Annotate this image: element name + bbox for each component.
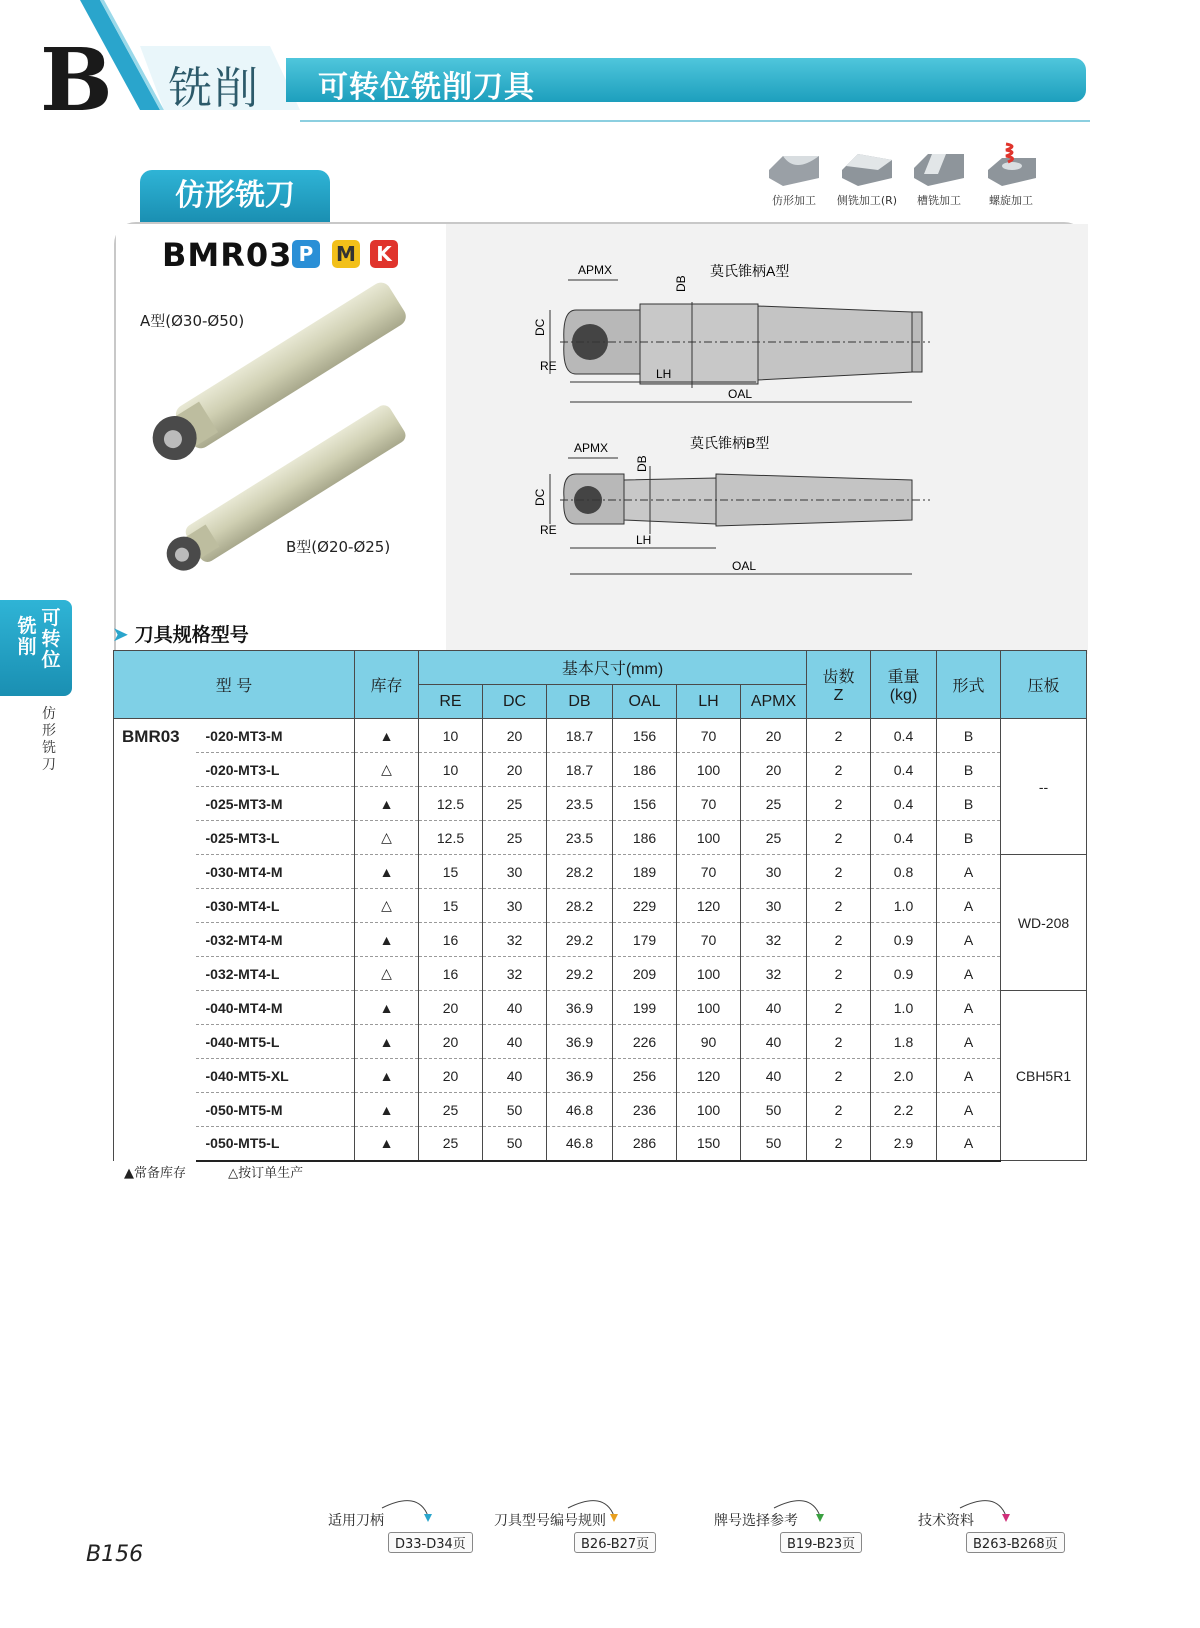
row-oal: 286 <box>613 1127 677 1161</box>
row-re: 15 <box>419 889 483 923</box>
row-re: 10 <box>419 753 483 787</box>
row-oal: 156 <box>613 719 677 753</box>
row-stock: ▲ <box>355 719 419 753</box>
material-badge-p: P <box>292 240 320 268</box>
col-basic-dims: 基本尺寸(mm) <box>419 651 807 685</box>
footer-ref-label: 刀具型号编号规则 <box>494 1513 606 1529</box>
svg-text:LH: LH <box>656 367 672 381</box>
row-plate: WD-208 <box>1001 855 1087 991</box>
row-plate: CBH5R1 <box>1001 991 1087 1161</box>
row-apmx: 40 <box>741 991 807 1025</box>
row-z: 2 <box>807 1127 871 1161</box>
row-stock: △ <box>355 753 419 787</box>
row-kg: 2.2 <box>871 1093 937 1127</box>
svg-text:DC: DC <box>533 488 547 506</box>
row-kg: 1.0 <box>871 991 937 1025</box>
row-re: 20 <box>419 1025 483 1059</box>
row-dc: 25 <box>483 821 547 855</box>
row-dc: 30 <box>483 889 547 923</box>
row-form: B <box>937 821 1001 855</box>
col-dc: DC <box>483 685 547 719</box>
row-oal: 189 <box>613 855 677 889</box>
profile-milling-icon <box>765 148 823 188</box>
row-kg: 0.8 <box>871 855 937 889</box>
row-dc: 50 <box>483 1127 547 1161</box>
row-kg: 0.4 <box>871 753 937 787</box>
row-z: 2 <box>807 957 871 991</box>
row-form: A <box>937 1127 1001 1161</box>
row-re: 12.5 <box>419 787 483 821</box>
row-lh: 100 <box>677 957 741 991</box>
row-lh: 100 <box>677 753 741 787</box>
type-a-label: A型(Ø30-Ø50) <box>140 312 245 330</box>
row-z: 2 <box>807 787 871 821</box>
row-kg: 0.9 <box>871 957 937 991</box>
row-dc: 32 <box>483 957 547 991</box>
row-z: 2 <box>807 991 871 1025</box>
row-z: 2 <box>807 753 871 787</box>
col-form: 形式 <box>937 651 1001 719</box>
helical-milling-icon <box>982 140 1040 188</box>
row-lh: 120 <box>677 889 741 923</box>
row-form: B <box>937 719 1001 753</box>
row-form: A <box>937 1093 1001 1127</box>
row-z: 2 <box>807 719 871 753</box>
row-kg: 0.9 <box>871 923 937 957</box>
col-weight: 重量 (kg) <box>871 651 937 719</box>
row-oal: 209 <box>613 957 677 991</box>
diagram-a-title: 莫氏锥柄A型 <box>710 263 790 279</box>
row-lh: 100 <box>677 991 741 1025</box>
svg-text:RE: RE <box>540 523 557 537</box>
svg-text:LH: LH <box>636 533 652 547</box>
row-form: A <box>937 855 1001 889</box>
row-apmx: 32 <box>741 923 807 957</box>
row-apmx: 20 <box>741 719 807 753</box>
row-plate: -- <box>1001 719 1087 855</box>
row-form: A <box>937 1059 1001 1093</box>
product-model: BMR03 <box>162 236 293 274</box>
row-oal: 226 <box>613 1025 677 1059</box>
tool-photo <box>126 290 426 570</box>
curved-arrow-icon <box>770 1494 840 1524</box>
row-model: -050-MT5-L <box>196 1127 355 1161</box>
row-apmx: 32 <box>741 957 807 991</box>
row-model: -032-MT4-L <box>196 957 355 991</box>
series-name: BMR03 <box>114 719 196 1161</box>
row-model: -025-MT3-M <box>196 787 355 821</box>
row-z: 2 <box>807 855 871 889</box>
legend-order: △按订单生产 <box>228 1166 304 1181</box>
curved-arrow-icon <box>378 1494 448 1524</box>
row-oal: 229 <box>613 889 677 923</box>
svg-text:DB: DB <box>674 275 688 292</box>
row-db: 28.2 <box>547 855 613 889</box>
row-lh: 90 <box>677 1025 741 1059</box>
footer-ref-label: 牌号选择参考 <box>714 1513 798 1529</box>
row-db: 23.5 <box>547 821 613 855</box>
row-oal: 199 <box>613 991 677 1025</box>
row-stock: ▲ <box>355 1127 419 1161</box>
row-model: -020-MT3-M <box>196 719 355 753</box>
row-lh: 70 <box>677 923 741 957</box>
row-db: 36.9 <box>547 1025 613 1059</box>
row-dc: 30 <box>483 855 547 889</box>
row-db: 36.9 <box>547 1059 613 1093</box>
slot-milling-icon <box>910 148 968 188</box>
row-kg: 0.4 <box>871 719 937 753</box>
row-db: 46.8 <box>547 1093 613 1127</box>
table-row <box>114 821 1087 855</box>
row-lh: 100 <box>677 821 741 855</box>
spec-table <box>113 650 1087 1162</box>
type-b-label: B型(Ø20-Ø25) <box>286 538 391 556</box>
material-badge-k: K <box>370 240 398 268</box>
row-stock: ▲ <box>355 1093 419 1127</box>
row-dc: 25 <box>483 787 547 821</box>
svg-text:DB: DB <box>635 455 649 472</box>
row-dc: 20 <box>483 719 547 753</box>
row-dc: 20 <box>483 753 547 787</box>
row-re: 15 <box>419 855 483 889</box>
dimension-diagram <box>533 262 940 602</box>
row-model: -030-MT4-L <box>196 889 355 923</box>
row-db: 28.2 <box>547 889 613 923</box>
side-chapter-tab <box>0 600 72 696</box>
row-kg: 1.0 <box>871 889 937 923</box>
svg-text:OAL: OAL <box>728 387 753 401</box>
row-db: 23.5 <box>547 787 613 821</box>
row-model: -040-MT5-L <box>196 1025 355 1059</box>
table-row <box>114 957 1087 991</box>
row-db: 29.2 <box>547 923 613 957</box>
row-lh: 70 <box>677 855 741 889</box>
row-stock: ▲ <box>355 1025 419 1059</box>
row-stock: ▲ <box>355 991 419 1025</box>
footer-ref-pages[interactable]: B26-B27页 <box>574 1532 656 1553</box>
row-model: -040-MT4-M <box>196 991 355 1025</box>
row-model: -040-MT5-XL <box>196 1059 355 1093</box>
row-apmx: 25 <box>741 821 807 855</box>
row-lh: 100 <box>677 1093 741 1127</box>
row-re: 12.5 <box>419 821 483 855</box>
material-badge-m: M <box>332 240 360 268</box>
row-apmx: 50 <box>741 1093 807 1127</box>
row-form: B <box>937 787 1001 821</box>
row-form: A <box>937 889 1001 923</box>
col-teeth: 齿数 Z <box>807 651 871 719</box>
footer-ref-label: 适用刀柄 <box>328 1513 384 1529</box>
side-tab-col1: 可转位 <box>41 607 61 671</box>
side-tab-subtitle: 仿形铣刀 <box>42 706 56 773</box>
row-form: A <box>937 991 1001 1025</box>
row-apmx: 25 <box>741 787 807 821</box>
diagram-b-title: 莫氏锥柄B型 <box>690 435 770 451</box>
row-stock: ▲ <box>355 787 419 821</box>
curved-arrow-icon <box>564 1494 634 1524</box>
row-model: -030-MT4-M <box>196 855 355 889</box>
double-arrow-icon: ➤ <box>112 622 129 646</box>
row-z: 2 <box>807 923 871 957</box>
stock-legend <box>124 1162 341 1181</box>
table-row <box>114 1127 1087 1161</box>
svg-text:APMX: APMX <box>574 441 609 455</box>
table-row <box>114 719 1087 753</box>
chapter-category: 铣削 <box>168 63 260 114</box>
row-re: 25 <box>419 1093 483 1127</box>
row-kg: 2.0 <box>871 1059 937 1093</box>
machining-type-side: 侧铣加工(R) <box>828 148 906 208</box>
row-apmx: 20 <box>741 753 807 787</box>
row-re: 10 <box>419 719 483 753</box>
table-row <box>114 1059 1087 1093</box>
chapter-letter: B <box>40 30 113 131</box>
svg-text:RE: RE <box>540 359 557 373</box>
row-oal: 236 <box>613 1093 677 1127</box>
legend-stock: ▲常备库存 <box>124 1166 186 1181</box>
row-db: 29.2 <box>547 957 613 991</box>
row-apmx: 30 <box>741 889 807 923</box>
svg-text:APMX: APMX <box>578 263 613 277</box>
table-row <box>114 787 1087 821</box>
footer-ref-label: 技术资料 <box>918 1513 974 1529</box>
row-lh: 120 <box>677 1059 741 1093</box>
side-tab-col2: 铣削 <box>17 615 37 658</box>
row-dc: 40 <box>483 1059 547 1093</box>
row-oal: 179 <box>613 923 677 957</box>
row-dc: 40 <box>483 991 547 1025</box>
row-re: 16 <box>419 957 483 991</box>
row-form: B <box>937 753 1001 787</box>
svg-text:OAL: OAL <box>732 559 757 573</box>
row-z: 2 <box>807 821 871 855</box>
row-lh: 70 <box>677 787 741 821</box>
table-row <box>114 889 1087 923</box>
row-stock: △ <box>355 889 419 923</box>
row-re: 16 <box>419 923 483 957</box>
row-model: -025-MT3-L <box>196 821 355 855</box>
col-lh: LH <box>677 685 741 719</box>
row-apmx: 40 <box>741 1059 807 1093</box>
col-apmx: APMX <box>741 685 807 719</box>
row-db: 36.9 <box>547 991 613 1025</box>
row-form: A <box>937 957 1001 991</box>
table-row <box>114 923 1087 957</box>
row-model: -020-MT3-L <box>196 753 355 787</box>
row-apmx: 30 <box>741 855 807 889</box>
row-stock: ▲ <box>355 923 419 957</box>
col-stock: 库存 <box>355 651 419 719</box>
row-apmx: 50 <box>741 1127 807 1161</box>
table-row <box>114 753 1087 787</box>
product-tab-title: 仿形铣刀 <box>140 170 330 222</box>
row-model: -032-MT4-M <box>196 923 355 957</box>
row-stock: △ <box>355 821 419 855</box>
section-title: 可转位铣削刀具 <box>318 70 535 105</box>
spec-section-title: ➤ 刀具规格型号 <box>112 622 249 646</box>
row-kg: 1.8 <box>871 1025 937 1059</box>
row-re: 25 <box>419 1127 483 1161</box>
table-row <box>114 1093 1087 1127</box>
row-oal: 256 <box>613 1059 677 1093</box>
row-form: A <box>937 1025 1001 1059</box>
col-plate: 压板 <box>1001 651 1087 719</box>
table-row <box>114 855 1087 889</box>
side-milling-icon <box>838 148 896 188</box>
row-oal: 186 <box>613 753 677 787</box>
row-db: 18.7 <box>547 753 613 787</box>
row-stock: △ <box>355 957 419 991</box>
row-lh: 150 <box>677 1127 741 1161</box>
row-stock: ▲ <box>355 1059 419 1093</box>
page-number: B156 <box>86 1542 144 1567</box>
row-z: 2 <box>807 889 871 923</box>
footer-ref-pages[interactable]: B19-B23页 <box>780 1532 862 1553</box>
row-db: 46.8 <box>547 1127 613 1161</box>
footer-ref-pages[interactable]: B263-B268页 <box>966 1532 1065 1553</box>
row-stock: ▲ <box>355 855 419 889</box>
row-kg: 0.4 <box>871 787 937 821</box>
header-underline <box>300 120 1090 122</box>
row-z: 2 <box>807 1093 871 1127</box>
svg-text:DC: DC <box>533 318 547 336</box>
row-dc: 50 <box>483 1093 547 1127</box>
row-model: -050-MT5-M <box>196 1093 355 1127</box>
row-form: A <box>937 923 1001 957</box>
row-apmx: 40 <box>741 1025 807 1059</box>
row-re: 20 <box>419 991 483 1025</box>
row-kg: 2.9 <box>871 1127 937 1161</box>
machining-type-slot: 槽铣加工 <box>900 148 978 208</box>
curved-arrow-icon <box>956 1494 1026 1524</box>
col-db: DB <box>547 685 613 719</box>
col-oal: OAL <box>613 685 677 719</box>
row-kg: 0.4 <box>871 821 937 855</box>
row-lh: 70 <box>677 719 741 753</box>
machining-type-profile: 仿形加工 <box>755 148 833 208</box>
row-db: 18.7 <box>547 719 613 753</box>
table-row <box>114 1025 1087 1059</box>
row-oal: 186 <box>613 821 677 855</box>
row-z: 2 <box>807 1059 871 1093</box>
row-re: 20 <box>419 1059 483 1093</box>
row-dc: 32 <box>483 923 547 957</box>
col-re: RE <box>419 685 483 719</box>
table-row <box>114 991 1087 1025</box>
col-model: 型 号 <box>114 651 355 719</box>
footer-ref-pages[interactable]: D33-D34页 <box>388 1532 473 1553</box>
row-oal: 156 <box>613 787 677 821</box>
machining-type-helical: 螺旋加工 <box>972 140 1050 208</box>
row-dc: 40 <box>483 1025 547 1059</box>
row-z: 2 <box>807 1025 871 1059</box>
